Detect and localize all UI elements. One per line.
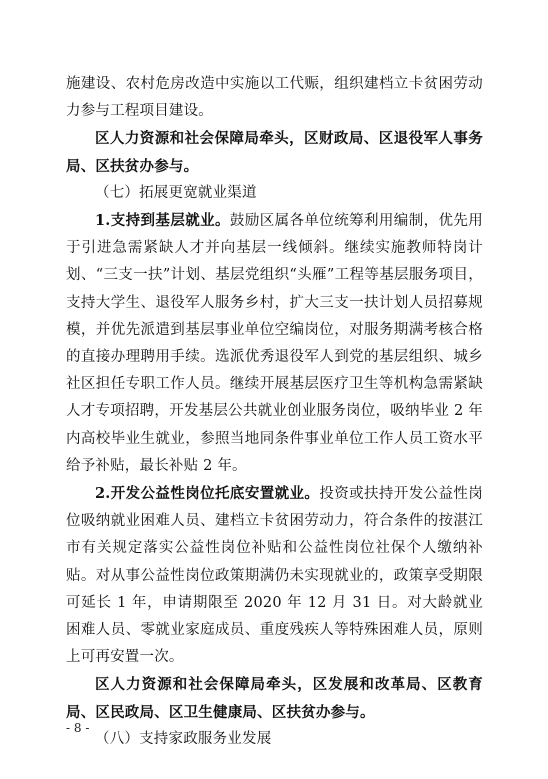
item-2-paragraph: [66, 480, 483, 671]
document-body: [66, 71, 483, 753]
item-1-paragraph: [66, 207, 483, 480]
page-number: - 8 -: [66, 721, 90, 735]
item-1-body: 鼓励区属各单位统筹利用编制，优先用于引进急需紧缺人才并向基层一线倾斜。继续实施教师特岗计划、“三支一扶”计划、基层党组织“头雁”工程等基层服务项目，支持大学生、退役军人服务乡村，扩大三支一扶计划人员招募规模，并优先派遣到基层事业单位空编岗位，对服务期满考核合格的直接办理聘用手续。选派优秀退役军人到党的基层组织、城乡社区担任专职工作人员。继续开展基层医疗卫生等机构急需紧缺人才专项招聘，开发基层公共就业创业服务岗位，吸纳毕业 2 年内高校毕业生就业，参照当地同条件事业单位工作人员工资水平给予补贴，最长补贴 2 年。: [66, 213, 483, 474]
responsibility-paragraph-2: 区人力资源和社会保障局牵头，区发展和改革局、区教育局、区民政局、区卫生健康局、区扶贫办参与。: [66, 676, 483, 721]
item-2-lead: 2.开发公益性岗位托底安置就业。: [95, 485, 320, 503]
paragraph-continuation: 施建设、农村危房改造中实施以工代赈，组织建档立卡贫困劳动力参与工程项目建设。: [66, 76, 483, 120]
section-heading-8: （八）支持家政服务业发展: [95, 730, 272, 747]
item-1-lead: 1.支持到基层就业。: [95, 212, 230, 230]
item-2-body: 投资或扶持开发公益性岗位吸纳就业困难人员、建档立卡贫困劳动力，符合条件的按湛江市有关规定落实公益性岗位补贴和公益性岗位社保个人缴纳补贴。对从事公益性岗位政策期满仍未实现就业的，政策享受期限可延长 1 年，申请期限至 2020 年 12 月 31 日。对大龄就业困难人员、零就业家庭成员、重度残疾人等特殊困难人员，原则上可再安置一次。: [66, 486, 483, 666]
section-heading-7: （七）拓展更宽就业渠道: [95, 184, 257, 201]
responsibility-paragraph-1: 区人力资源和社会保障局牵头，区财政局、区退役军人事务局、区扶贫办参与。: [66, 130, 483, 175]
